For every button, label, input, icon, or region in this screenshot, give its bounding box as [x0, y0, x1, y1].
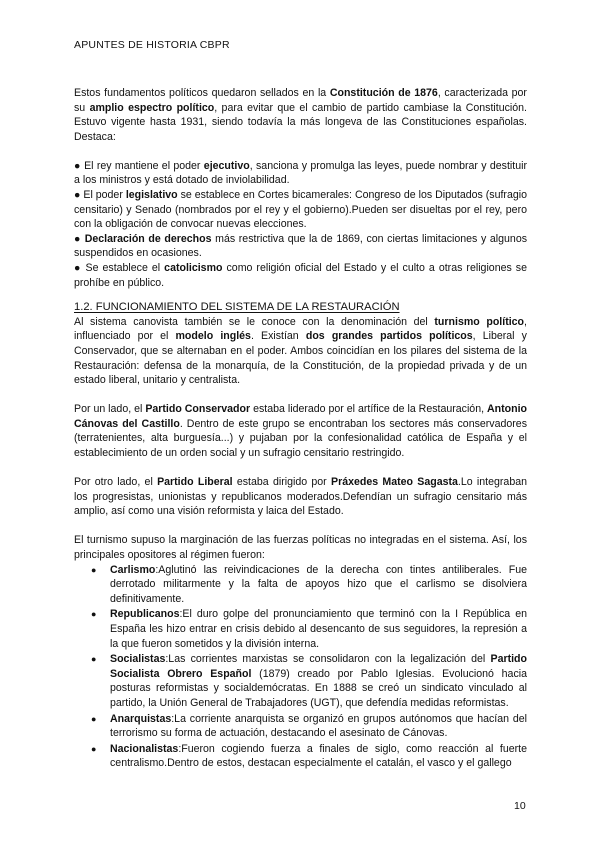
- opponents-list: [74, 563, 527, 771]
- intro-paragraph: Estos fundamentos políticos quedaron sellados en la Constitución de 1876, caracterizada por su amplio espectro político, para evitar que el cambio de partido cambiase la Constitución. Estuvo vigente hasta 1931, siendo todavía la más longeva de las Constituciones españolas. Destaca:: [74, 87, 527, 143]
- bullet-icon: ●: [91, 713, 97, 724]
- opposition-intro: El turnismo supuso la marginación de las fuerzas políticas no integradas en el sistema. Así, los principales opositores al régimen fueron:: [74, 534, 527, 562]
- feature-catholicism: ● Se establece el catolicismo como religión oficial del Estado y el culto a otras religiones se prohíbe en público.: [74, 262, 527, 289]
- feature-rights: ● Declaración de derechos más restrictiva que la de 1869, con ciertas limitaciones y algunos suspendidos en ocasiones.: [74, 232, 528, 260]
- list-item-nacionalistas: ● Nacionalistas:Fueron cogiendo fuerza a finales de siglo, como reacción al fuerte centralismo.Dentro de estos, destacan especialmente el catalán, el vasco y el gallego: [91, 742, 527, 770]
- list-item-socialistas: ● Socialistas:Las corrientes marxistas se consolidaron con la legalización del Partido Socialista Obrero Español (1879) creado por Pablo Iglesias. Evolucionó hacia posturas reformistas y socialdemócratas. En 1888 se creó un sindicato vinculado al partido, la Unión General de Trabajadores (UGT), que defendía medidas reformistas.: [91, 653, 527, 709]
- constitution-1876: Constitución de 1876: [329, 87, 438, 99]
- list-item-republicanos: ● Republicanos:El duro golpe del pronunciamiento que terminó con la I República en España les hizo entrar en crisis debido al desencanto de sus seguidores, la represión a la que fueron sometidos y la división interna.: [91, 608, 527, 650]
- section-heading: 1.2. FUNCIONAMIENTO DEL SISTEMA DE LA RESTAURACIÓN: [74, 301, 400, 314]
- list-item-anarquistas: ● Anarquistas:La corriente anarquista se organizó en grupos autónomos que hacían del terrorismo su forma de actuación, destacando el asesinato de Cánovas.: [91, 712, 527, 740]
- bullet-icon: ●: [91, 609, 97, 620]
- liberal-party-paragraph: Por otro lado, el Partido Liberal estaba dirigido por Práxedes Mateo Sagasta.Lo integraban los progresistas, unionistas y republicanos moderados.Defendían un sufragio censitario más amplio, así como una visión reformista y laica del Estado.: [74, 476, 527, 518]
- page-header: APUNTES DE HISTORIA CBPR: [74, 39, 230, 51]
- feature-executive: ● El rey mantiene el poder ejecutivo, sanciona y promulga las leyes, puede nombrar y destituir a los ministros y está dotado de inviolabilidad.: [74, 159, 527, 187]
- page-number: 10: [514, 800, 526, 812]
- bullet-icon: ●: [91, 743, 97, 754]
- feature-legislative: ● El poder legislativo se establece en Cortes bicamerales: Congreso de los Diputados (sufragio censitario) y Senado (nombrados por el rey y el gobierno).Pueden ser disueltas por el rey, pero con la obligación de convocar nuevas elecciones.: [74, 189, 527, 231]
- bullet-icon: ●: [91, 654, 97, 665]
- turnismo-paragraph: Al sistema canovista también se le conoce con la denominación del turnismo político, influenciado por el modelo inglés. Existían dos grandes partidos políticos, Liberal y Conservador, que se alternaban en el poder. Ambos coincidían en los pilares del sistema de la Restauración: defensa de la monarquía, de la Constitución, de la propiedad privada y de un estado liberal, unitario y centralista.: [74, 315, 527, 387]
- list-item-carlismo: ● Carlismo:Aglutinó las reivindicaciones de la derecha con tintes antiliberales. Fue derrotado militarmente y la falta de apoyos hizo que el carlismo se disolviera definitivamente.: [91, 563, 527, 605]
- broad-political-spectrum: amplio espectro político: [89, 101, 215, 114]
- conservative-party-paragraph: Por un lado, el Partido Conservador estaba liderado por el artífice de la Restauración, Antonio Cánovas del Castillo. Dentro de este grupo se encontraban los sectores más conservadores (terratenientes, alta burguesía...) y pujaban por la confesionalidad católica de España y el establecimiento de un orden social y un sufragio censitario restringido.: [74, 403, 528, 460]
- bullet-icon: ●: [91, 564, 97, 575]
- document-body: [74, 86, 527, 772]
